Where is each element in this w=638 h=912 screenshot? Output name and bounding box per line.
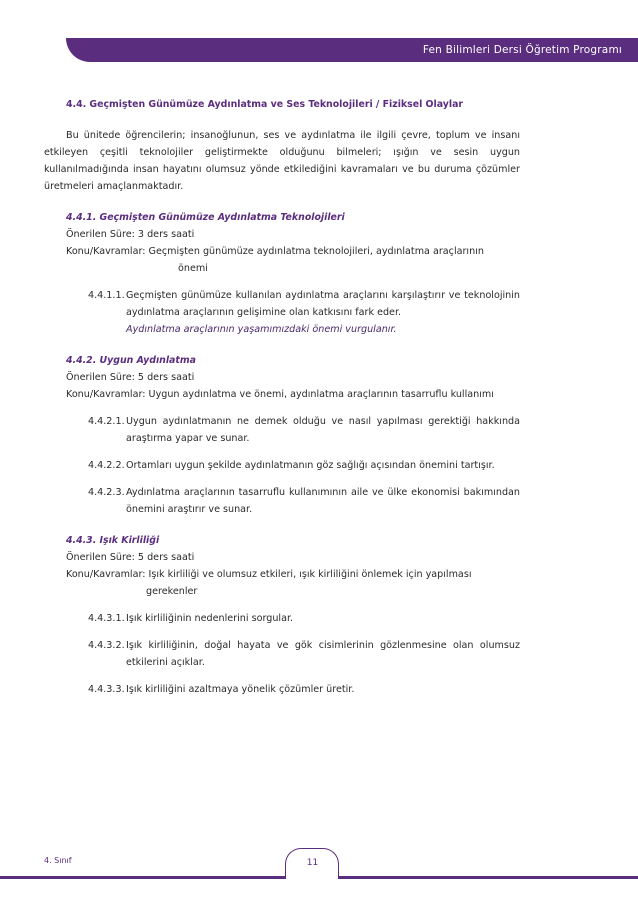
concepts bbox=[66, 243, 520, 260]
outcome-number: 4.4.2.2. bbox=[88, 460, 125, 471]
duration: Önerilen Süre: 5 ders saati bbox=[66, 552, 195, 563]
outcome-number: 4.4.1.1. bbox=[88, 290, 125, 301]
outcome-text: Işık kirliliğini azaltmaya yönelik çözümler üretir. bbox=[126, 684, 355, 695]
outcome-item bbox=[88, 637, 520, 671]
duration: Önerilen Süre: 5 ders saati bbox=[66, 372, 195, 383]
outcome-number: 4.4.3.3. bbox=[88, 684, 125, 695]
header-title: Fen Bilimleri Dersi Öğretim Programı bbox=[422, 44, 622, 56]
concepts bbox=[66, 566, 520, 583]
concepts-label: Konu/Kavramlar: bbox=[66, 569, 146, 580]
footer-grade: 4. Sınıf bbox=[44, 856, 72, 865]
concepts-continued: gerekenler bbox=[146, 586, 198, 597]
outcome-number: 4.4.3.1. bbox=[88, 613, 125, 624]
concepts-text: Geçmişten günümüze aydınlatma teknolojileri, aydınlatma araçlarının bbox=[148, 246, 484, 257]
concepts-continued: önemi bbox=[178, 263, 208, 274]
concepts-label: Konu/Kavramlar: bbox=[66, 246, 146, 257]
outcome-text: Işık kirliliğinin, doğal hayata ve gök cisimlerinin gözlenmesine olan olumsuz etkilerini açıklar. bbox=[126, 640, 520, 668]
section-intro: Bu ünitede öğrencilerin; insanoğlunun, ses ve aydınlatma ile ilgili çevre, toplum ve insanı etkileyen çeşitli teknolojiler geliştirmekte olduğunu bilmeleri; ışığın ve sesin uygun kullanılmadığında insan hayatını olumsuz yönde etkilediğini kavramaları ve bu duruma çözümler üretmeleri amaçlanmaktadır. bbox=[44, 130, 520, 192]
outcome-item bbox=[88, 610, 520, 627]
outcome-number: 4.4.3.2. bbox=[88, 640, 125, 651]
concepts-label: Konu/Kavramlar: bbox=[66, 389, 146, 400]
outcome-item bbox=[88, 484, 520, 518]
outcome-text: Uygun aydınlatmanın ne demek olduğu ve nasıl yapılması gerektiği hakkında araştırma yapar ve sunar. bbox=[126, 416, 520, 444]
outcome-text bbox=[126, 287, 520, 338]
outcome-note: Aydınlatma araçlarının yaşamımızdaki önemi vurgulanır. bbox=[126, 324, 397, 335]
page-content bbox=[44, 96, 520, 698]
concepts bbox=[66, 386, 520, 403]
outcome-text: Aydınlatma araçlarının tasarruflu kullanımının aile ve ülke ekonomisi bakımından önemini araştırır ve sunar. bbox=[126, 487, 520, 515]
outcome-item bbox=[88, 413, 520, 447]
concepts-text: Uygun aydınlatma ve önemi, aydınlatma araçlarının tasarruflu kullanımı bbox=[148, 389, 494, 400]
subsection-title: 4.4.1. Geçmişten Günümüze Aydınlatma Teknolojileri bbox=[66, 212, 345, 223]
outcome-item bbox=[88, 287, 520, 338]
section-title: 4.4. Geçmişten Günümüze Aydınlatma ve Ses Teknolojileri / Fiziksel Olaylar bbox=[66, 99, 464, 110]
outcome-text: Ortamları uygun şekilde aydınlatmanın göz sağlığı açısından önemini tartışır. bbox=[126, 460, 495, 471]
outcome-item bbox=[88, 457, 520, 474]
concepts-text: Işık kirliliği ve olumsuz etkileri, ışık kirliliğini önlemek için yapılması bbox=[148, 569, 472, 580]
outcome-item bbox=[88, 681, 520, 698]
outcome-number: 4.4.2.3. bbox=[88, 487, 125, 498]
subsection-title: 4.4.2. Uygun Aydınlatma bbox=[66, 355, 196, 366]
outcome-number: 4.4.2.1. bbox=[88, 416, 125, 427]
page-number: 11 bbox=[306, 858, 319, 868]
outcome-text-body: Geçmişten günümüze kullanılan aydınlatma araçlarını karşılaştırır ve teknolojinin aydınlatma araçlarının gelişimine olan katkısını fark eder. bbox=[126, 290, 520, 318]
duration: Önerilen Süre: 3 ders saati bbox=[66, 229, 195, 240]
subsection-title: 4.4.3. Işık Kirliliği bbox=[66, 535, 160, 546]
outcome-text: Işık kirliliğinin nedenlerini sorgular. bbox=[126, 613, 294, 624]
